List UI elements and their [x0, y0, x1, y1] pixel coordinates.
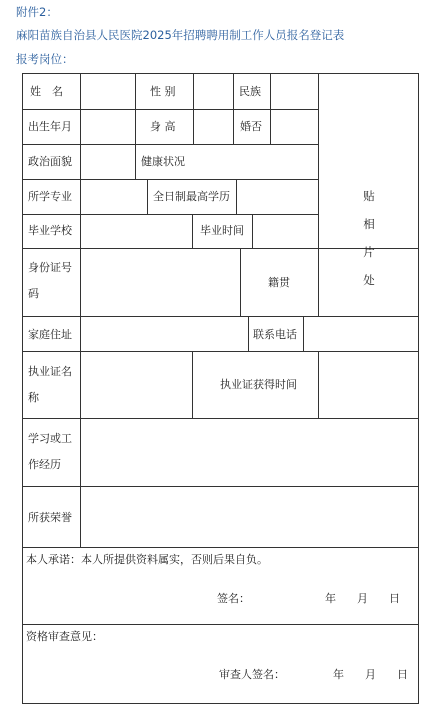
review-date-day: 日 [397, 668, 408, 681]
major-label: 所学专业 [28, 190, 72, 203]
sign-label: 签名： [217, 592, 250, 605]
photo-char: 贴 [363, 189, 375, 203]
id-label: 身份证号码 [28, 261, 72, 300]
political-label: 政治面貌 [28, 155, 72, 168]
license-name-label: 执业证名称 [28, 365, 72, 404]
photo-char: 处 [363, 273, 375, 287]
date-month: 月 [357, 592, 368, 605]
name-label: 姓 名 [30, 85, 63, 98]
photo-char: 相 [363, 217, 375, 231]
review-date-year: 年 [333, 668, 344, 681]
license-time-label: 执业证获得时间 [220, 378, 297, 391]
grad-time-label: 毕业时间 [200, 224, 244, 237]
marital-label: 婚否 [240, 120, 262, 133]
registration-form [22, 73, 419, 704]
health-label: 健康状况 [141, 155, 185, 168]
attachment-label: 附件2： [16, 5, 58, 19]
experience-label: 学习或工作经历 [28, 432, 72, 471]
honors-label: 所获荣誉 [28, 511, 72, 524]
form-title: 麻阳苗族自治县人民医院2025年招聘聘用制工作人员报名登记表 [16, 28, 345, 42]
review-label: 资格审查意见： [26, 630, 103, 643]
photo-placeholder [359, 182, 379, 294]
phone-label: 联系电话 [253, 328, 297, 341]
address-label: 家庭住址 [28, 328, 72, 341]
height-label: 身 高 [150, 120, 176, 133]
birth-label: 出生年月 [28, 120, 72, 133]
native-label: 籍贯 [268, 276, 290, 289]
review-date-month: 月 [365, 668, 376, 681]
date-year: 年 [325, 592, 336, 605]
pledge-text: 本人承诺：本人所提供资料属实，否则后果自负。 [26, 553, 268, 566]
reviewer-sign-label: 审查人签名： [219, 668, 285, 681]
gender-label: 性 别 [150, 85, 176, 98]
ethnicity-label: 民族 [239, 85, 261, 98]
position-label: 报考岗位： [16, 52, 74, 66]
education-label: 全日制最高学历 [153, 190, 230, 203]
school-label: 毕业学校 [28, 224, 72, 237]
date-day: 日 [389, 592, 400, 605]
photo-char: 片 [363, 245, 375, 259]
